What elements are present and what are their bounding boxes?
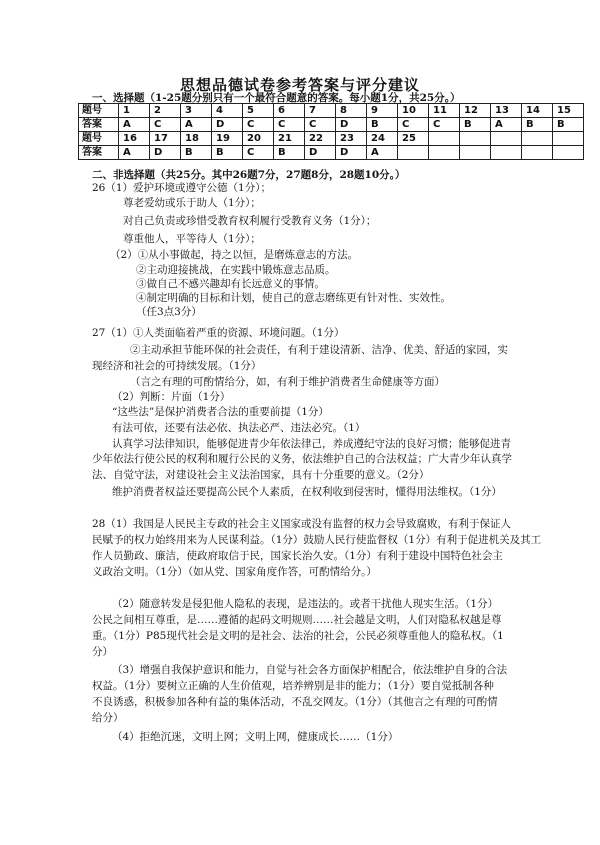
answer-line: 给分） [92, 712, 124, 724]
answer-line: 尊重他人，平等待人（1分）； [123, 233, 261, 245]
table-cell: 16 [119, 132, 150, 146]
table-cell: 13 [491, 104, 522, 118]
table-cell: C [243, 146, 274, 160]
row-label-answer: 答案 [79, 118, 119, 132]
table-cell: D [212, 118, 243, 132]
table-cell: D [305, 146, 336, 160]
table-cell: 22 [305, 132, 336, 146]
table-cell: 8 [336, 104, 367, 118]
table-cell: 18 [181, 132, 212, 146]
table-cell: 3 [181, 104, 212, 118]
answer-line: （4）拒绝沉迷，文明上网；文明上网，健康成长……（1分） [112, 731, 399, 743]
answer-line: 26（1）爱护环境或遵守公德（1分）； [92, 182, 271, 194]
table-cell: B [181, 146, 212, 160]
table-cell: 24 [367, 132, 398, 146]
table-cell [460, 132, 491, 146]
section1-heading: 一、选择题（1-25题分别只有一个最符合题意的答案。每小题1分，共25分。） [92, 92, 461, 104]
table-cell [429, 132, 460, 146]
answer-line: （3）增强自我保护意识和能力，自觉与社会各方面保护相配合，依法维护自身的合法 [112, 664, 508, 676]
answer-line: 权益。（1分）要树立正确的人生价值观，培养辨别是非的能力；（1分）要自觉抵制各种 [92, 680, 494, 692]
table-cell: 6 [274, 104, 305, 118]
row-label-number: 题号 [79, 132, 119, 146]
answer-line: 重。（1分）P85现代社会是文明的是社会、法治的社会，公民必须尊重他人的隐私权。（1 [92, 630, 504, 642]
answer-line: （任3点3分） [136, 306, 202, 318]
table-cell: C [150, 118, 181, 132]
table-cell: 5 [243, 104, 274, 118]
table-cell: 2 [150, 104, 181, 118]
table-cell: B [460, 118, 491, 132]
table-cell: 15 [553, 104, 584, 118]
row-label-number: 题号 [79, 104, 119, 118]
table-cell: B [367, 118, 398, 132]
answer-line: 27（1）①人类面临着严重的资源、环境问题。（1分） [92, 327, 345, 339]
answer-line: 现经济和社会的可持续发展。（1分） [92, 360, 262, 372]
answer-line: 28（1）我国是人民民主专政的社会主义国家或没有监督的权力会导致腐败，有利于保证人 [92, 518, 512, 530]
answer-line: （2）随意转发是侵犯他人隐私的表现，是违法的。或者干扰他人现实生活。（1分） [112, 598, 499, 610]
table-cell: 14 [522, 104, 553, 118]
table-cell: 10 [398, 104, 429, 118]
answer-line: 公民之间相互尊重，是……遵循的起码文明规则……社会越是文明，人们对隐私权越是尊 [92, 614, 502, 626]
table-cell: A [181, 118, 212, 132]
table-cell: 25 [398, 132, 429, 146]
answer-line: （言之有理的可酌情给分，如，有利于维护消费者生命健康等方面） [130, 376, 445, 388]
table-cell [398, 146, 429, 160]
table-row-answers-2 [79, 146, 584, 160]
table-cell: 17 [150, 132, 181, 146]
answer-line: 认真学习法律知识，能够促进青少年依法律己，养成遵纪守法的良好习惯；能够促进青 [112, 438, 511, 450]
table-cell [522, 146, 553, 160]
table-cell: 20 [243, 132, 274, 146]
table-row-numbers-1 [79, 104, 584, 118]
table-cell: 11 [429, 104, 460, 118]
table-cell: C [274, 118, 305, 132]
table-cell [553, 132, 584, 146]
answer-line: 尊老爱幼或乐于助人（1分）； [123, 197, 261, 209]
section2-heading: 二、非选择题（共25分。其中26题7分，27题8分，28题10分。） [92, 169, 406, 181]
answer-line: 义政治文明。（1分）（如从党、国家角度作答，可酌情给分。） [92, 566, 377, 578]
answer-line: 法、自觉守法，对建设社会主义法治国家，具有十分重要的意义。（2分） [92, 469, 430, 481]
table-cell: C [305, 118, 336, 132]
answer-line: 作人员勤政、廉洁，使政府取信于民，国家长治久安。（1分）有利于建设中国特色社会主 [92, 550, 503, 562]
row-label-answer: 答案 [79, 146, 119, 160]
answer-line: ③做自己不感兴趣却有长远意义的事情。 [136, 278, 325, 290]
table-cell: 1 [119, 104, 150, 118]
table-cell: D [150, 146, 181, 160]
table-cell: 21 [274, 132, 305, 146]
answer-line: （2）①从小事做起，持之以恒，是磨炼意志的方法。 [110, 249, 359, 261]
answer-line: 对自己负责或珍惜受教育权利履行受教育义务（1分）； [123, 215, 377, 227]
answer-line: ②主动承担节能环保的社会责任，有利于建设清新、洁净、优美、舒适的家园，实 [130, 344, 508, 356]
answer-line: 不良诱惑，积极参加各种有益的集体活动，不乱交网友。（1分）（其他言之有理的可酌情 [92, 696, 498, 708]
page-title: 思想品德试卷参考答案与评分建议 [179, 76, 420, 94]
table-cell: C [398, 118, 429, 132]
table-row-numbers-2 [79, 132, 584, 146]
table-cell [522, 132, 553, 146]
table-cell: B [522, 118, 553, 132]
answer-table [78, 103, 584, 160]
table-cell [491, 146, 522, 160]
table-cell: A [119, 118, 150, 132]
table-cell: 23 [336, 132, 367, 146]
table-cell: C [243, 118, 274, 132]
answer-line: “这些法”是保护消费者合法的重要前提（1分） [112, 406, 329, 418]
answer-line: 少年依法行使公民的权利和履行公民的义务，依法维护自己的合法权益；广大青少年认真学 [92, 453, 512, 465]
answer-line: ②主动迎接挑战，在实践中锻炼意志品质。 [136, 264, 336, 276]
table-cell: C [429, 118, 460, 132]
table-cell: 7 [305, 104, 336, 118]
table-cell: 4 [212, 104, 243, 118]
table-row-answers-1 [79, 118, 584, 132]
table-cell: A [491, 118, 522, 132]
table-cell: 12 [460, 104, 491, 118]
table-cell: 19 [212, 132, 243, 146]
table-cell: B [274, 146, 305, 160]
answer-line: 民赋予的权力始终用来为人民谋利益。（1分）鼓励人民行使监督权（1分）有利于促进机关及其工 [92, 534, 542, 546]
answer-line: 维护消费者权益还要提高公民个人素质，在权利收到侵害时，懂得用法维权。（1分） [112, 486, 502, 498]
table-cell: A [367, 146, 398, 160]
answer-line: （2）判断：片面（1分） [112, 391, 231, 403]
answer-line: 有法可依，还要有法必依、执法必严、违法必究。（1） [112, 422, 366, 434]
table-cell: A [119, 146, 150, 160]
table-cell [429, 146, 460, 160]
answer-line: ④制定明确的目标和计划，使自己的意志磨练更有针对性、实效性。 [136, 292, 451, 304]
table-cell [553, 146, 584, 160]
table-cell: D [336, 146, 367, 160]
table-cell: D [336, 118, 367, 132]
table-cell: B [553, 118, 584, 132]
table-cell [491, 132, 522, 146]
answer-line: 分） [92, 646, 113, 658]
table-cell: B [212, 146, 243, 160]
table-cell: 9 [367, 104, 398, 118]
table-cell [460, 146, 491, 160]
